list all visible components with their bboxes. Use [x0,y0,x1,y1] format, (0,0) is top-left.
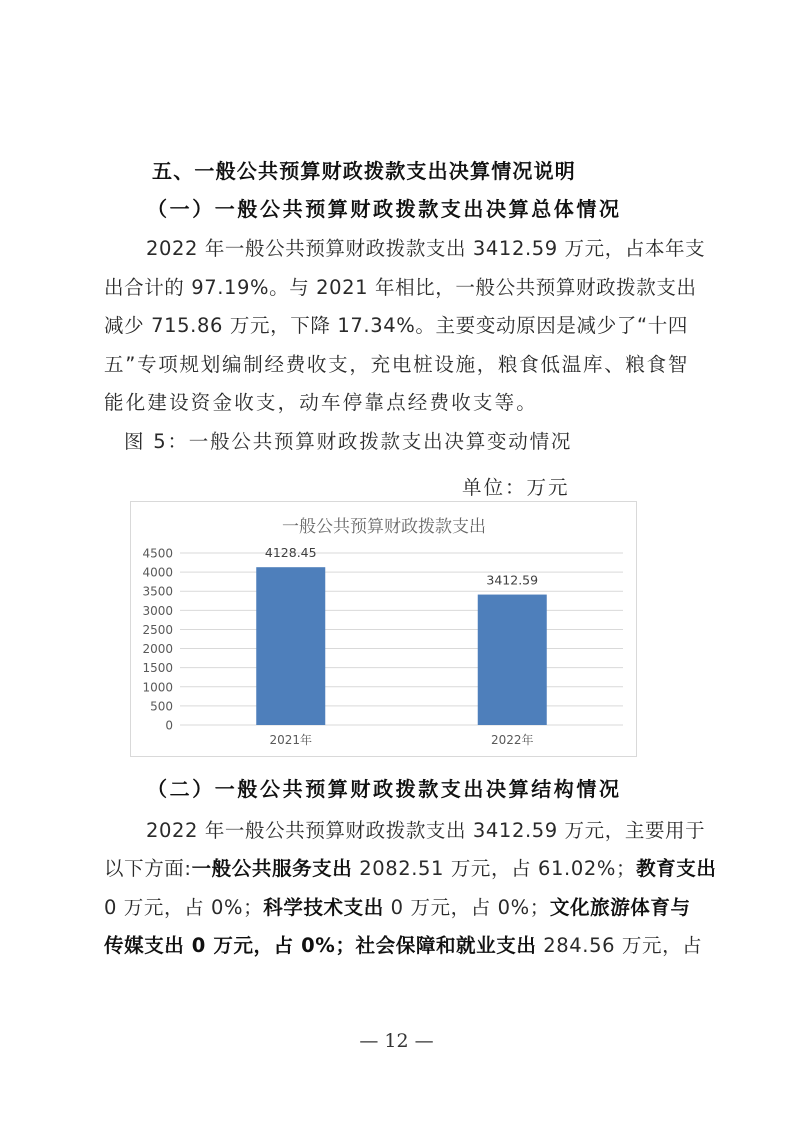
section-heading: 五、一般公共预算财政拨款支出决算情况说明 [152,159,576,183]
paragraph-1-line-2: 出合计的 97.19%。与 2021 年相比，一般公共预算财政拨款支出 [104,276,697,299]
text-prefix: 以下方面: [104,857,192,880]
data-label: 4128.45 [264,545,317,561]
chart-title: 一般公共预算财政拨款支出 [282,517,486,537]
education-value: 0 万元，占 0%； [104,896,264,919]
subsection-2-heading: （二）一般公共预算财政拨款支出决算结构情况 [147,777,622,801]
paragraph-1-line-5: 能化建设资金收支，动车停靠点经费收支等。 [104,391,539,414]
y-tick-label: 4500 [142,546,173,561]
data-label: 3412.59 [486,572,539,588]
culture-tourism-label-part2: 传媒支出 0 万元，占 0%； [104,934,356,957]
y-tick-label: 0 [165,718,173,733]
science-tech-value: 0 万元，占 0%； [383,896,550,919]
paragraph-2-line-3 [104,892,691,920]
x-tick-label: 2022年 [490,733,534,747]
general-public-service-label: 一般公共服务支出 [191,857,353,880]
paragraph-1-line-3: 减少 715.86 万元，下降 17.34%。主要变动原因是减少了“十四 [104,314,688,337]
paragraph-1-line-4: 五”专项规划编制经费收支，充电桩设施，粮食低温库、粮食智 [104,353,688,376]
subsection-1-heading: （一）一般公共预算财政拨款支出决算总体情况 [147,197,622,221]
x-tick-label: 2021年 [269,733,313,747]
y-tick-label: 3000 [142,603,173,618]
y-tick-label: 4000 [142,565,173,580]
social-security-label: 社会保障和就业支出 [355,934,537,957]
science-tech-label: 科学技术支出 [263,896,384,919]
social-security-value: 284.56 万元，占 [536,934,703,957]
figure-caption: 图 5：一般公共预算财政拨款支出决算变动情况 [124,430,573,453]
paragraph-2-line-1: 2022 年一般公共预算财政拨款支出 3412.59 万元，主要用于 [146,819,706,842]
chart-frame [130,501,637,757]
y-tick-label: 500 [150,699,173,714]
bar-2021年 [256,567,325,725]
y-tick-label: 1000 [142,680,173,695]
education-label: 教育支出 [636,857,717,880]
paragraph-2-line-2 [104,853,717,881]
culture-tourism-label-part1: 文化旅游体育与 [549,896,691,919]
bar-2022年 [478,595,547,725]
paragraph-1-line-1: 2022 年一般公共预算财政拨款支出 3412.59 万元，占本年支 [146,237,706,260]
paragraph-2-line-4 [104,930,703,958]
bar-chart [131,502,638,758]
y-tick-label: 1500 [142,661,173,676]
unit-label: 单位：万元 [462,476,570,499]
page-number: — 12 — [359,1030,434,1052]
y-tick-label: 2500 [142,622,173,637]
general-public-service-value: 2082.51 万元，占 61.02%； [352,857,637,880]
y-tick-label: 3500 [142,584,173,599]
y-tick-label: 2000 [142,642,173,657]
